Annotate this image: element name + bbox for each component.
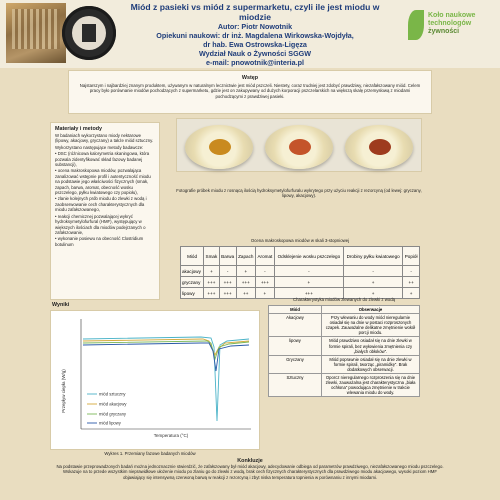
faculty-line: Wydział Nauk o Żywności SGGW bbox=[198, 49, 312, 58]
table-header-row bbox=[181, 247, 420, 266]
abstract-box bbox=[68, 70, 432, 114]
legend-label: miód sztuczny bbox=[99, 391, 126, 397]
table2-caption: Charakterystyka miodów zlewanych do zlewki z wodą bbox=[293, 297, 395, 302]
table-cell: + bbox=[236, 266, 255, 277]
title-block bbox=[120, 2, 390, 67]
legend-label: miód gryczany bbox=[99, 411, 126, 417]
methods-paragraph: • reakcji chemicznej pozwalającej wykryć hydroksymetylofurfural (HMF), występujący w większych ilościach dla miodów podejrzanych o zafałszowanie, bbox=[55, 213, 146, 235]
poster-title: Miód z pasieki vs miód z supermarketu, czyli ile jest miodu w miodzie bbox=[130, 2, 380, 22]
logo-text-3: żywności bbox=[428, 28, 460, 35]
logo-text-2: technologów bbox=[428, 20, 472, 27]
photo-caption: Fotografie próbek miodu z rosnącą ilością hydroksymetylofurfuralu wykrytego przy użyciu reakcji z rezorcyną (od lewej: gryczany, lipowy, akacjowy). bbox=[176, 188, 422, 199]
table-cell: lipowy bbox=[269, 337, 322, 355]
table-cell: +++ bbox=[204, 277, 220, 288]
table-header: Popiół bbox=[403, 247, 420, 266]
table-header: Obserwacje bbox=[322, 306, 420, 314]
table-cell: + bbox=[344, 288, 403, 299]
abstract-heading: Wstęp bbox=[241, 75, 259, 81]
chart-caption: Wykres 1. Przemiany fazowe badanych miodów bbox=[104, 451, 196, 456]
legend-label: miód lipowy bbox=[99, 420, 121, 426]
table-row bbox=[269, 337, 420, 355]
abstract-text: Najstarszym i najbardziej znanym produktem, używanym w naturalnym lecznictwie jest miód pszczeli. Niestety, coraz trudniej jest zdobyć prawdziwy, niezafałszowany miód. Celem pracy było porównanie miodów pochodzących z supermarketu, gdzie jest on zakupywany od dużych korporacji pszczelarskich na większą skalę przemysłową z miodami pochodzącymi z prawdziwej pasieki. bbox=[79, 83, 421, 99]
table-header: Zapach bbox=[236, 247, 255, 266]
methods-paragraph: • DSC (różnicowa kalorymetria skaningowa, która pozwala zidentyfikować skład fazowy badanej substancji), bbox=[55, 151, 150, 168]
table-header: Miód bbox=[181, 247, 204, 266]
results-heading: Wyniki bbox=[52, 302, 70, 308]
table-row bbox=[269, 314, 420, 337]
logo-text-1: Koło naukowe bbox=[428, 12, 476, 19]
header bbox=[0, 0, 500, 68]
table-header: Barwa bbox=[219, 247, 236, 266]
table-row bbox=[181, 266, 420, 277]
table-cell: +++ bbox=[274, 288, 343, 299]
water-test-table bbox=[268, 305, 420, 397]
table-header: Aromat bbox=[255, 247, 274, 266]
table-cell: Miód poprawnie osiadał się na dnie zlewki w formie spirali, tworząc „piramidkę”. Brak dodatkowych obserwacji. bbox=[322, 355, 420, 373]
leaf-icon bbox=[408, 10, 424, 40]
table-header: Drobiny pyłku kwiatowego bbox=[344, 247, 403, 266]
table-cell: Przy wlewaniu do wody miód nieregularnie osiadał się na dnie w postaci rozproszonych czapek. Zauważalne delikatne zmętnienie wokół porcji miodu. bbox=[322, 314, 420, 337]
email-line: e-mail: pnowotnik@interia.pl bbox=[205, 58, 305, 67]
table-cell: - bbox=[255, 266, 274, 277]
methods-paragraph: • wykonanie posiewu na obecność Clostridium botulinum bbox=[55, 236, 144, 247]
y-axis-label: Przepływ ciepła (W/g) bbox=[61, 369, 66, 413]
table-cell: +++ bbox=[204, 288, 220, 299]
methods-heading: Materiały i metody bbox=[55, 126, 103, 132]
table-cell: Sztuczny bbox=[269, 374, 322, 397]
table-cell: +++ bbox=[219, 288, 236, 299]
methods-paragraph: • ocena makroskopowa miodów, pozwalająca zanalizować wstępnie profil i autentyczność miodu na podstawie jego właściwości fizycznych (smak, zapach, barwa, aromat, obecność wosku pszczelego, pyłku kwiatowego czy popiołu), bbox=[55, 168, 151, 196]
table-cell: Akacjowy bbox=[269, 314, 322, 337]
table-cell: + bbox=[403, 288, 420, 299]
table-row bbox=[269, 355, 420, 373]
conclusions-heading: Konkluzje bbox=[237, 458, 263, 464]
table-row bbox=[181, 277, 420, 288]
table-cell: ++ bbox=[403, 277, 420, 288]
building-photo bbox=[6, 3, 66, 63]
advisor-line-2: dr hab. Ewa Ostrowska-Ligęza bbox=[203, 40, 307, 49]
petri-dish-linden bbox=[265, 125, 333, 169]
table-cell: - bbox=[274, 266, 343, 277]
petri-dish-buckwheat bbox=[185, 125, 253, 169]
table-cell: - bbox=[403, 266, 420, 277]
dsc-chart bbox=[51, 311, 259, 449]
table-cell: akacjowy bbox=[181, 266, 204, 277]
table-cell: + bbox=[204, 266, 220, 277]
macroscopic-table bbox=[180, 246, 420, 299]
table-cell: Gryczany bbox=[269, 355, 322, 373]
club-logo bbox=[408, 8, 494, 48]
table-cell: +++ bbox=[255, 277, 274, 288]
x-axis-label: Temperatura (°C) bbox=[153, 433, 189, 438]
table-cell: lipowy bbox=[181, 288, 204, 299]
legend-label: miód akacjowy bbox=[99, 401, 127, 407]
table-cell: - bbox=[344, 266, 403, 277]
table-cell: Oporcz nieregularnego rozproszenia się na dnie zlewki, zauważalna jest charakterystyczna „biała ochłona” powodująca zmętnienie w trakcie wlewania miodu do wody. bbox=[322, 374, 420, 397]
table-cell: +++ bbox=[219, 277, 236, 288]
author-line: Autor: Piotr Nowotnik bbox=[217, 22, 293, 31]
conclusions-section bbox=[56, 458, 444, 480]
table-cell: Miód prawdziwo osiadał się na dnie zlewki w formie spirali, bez wyłowienia zmętnienia czy „białych obłoków”. bbox=[322, 337, 420, 355]
methods-paragraph: • zlanie kolejnych prób miodu do zlewki z wodą i zaobserwowanie cech charakterystycznych dla miodu zafałszowanego, bbox=[55, 196, 147, 213]
petri-photos bbox=[176, 118, 422, 172]
series-line bbox=[83, 343, 249, 371]
table1-caption: Ocena makroskopowa miodów w skali 3-stopniowej bbox=[250, 238, 350, 243]
conclusions-text: Na podstawie przeprowadzonych badań można jednoznacznie stwierdzić, że zafałszowany był miód akacjowy, adecydowanie odbiega od parametrów prawdziwego, niezafałszowanego miodu pszczelego. Wskazuje na to przede wszystkim nieprawidłowe ułożenie miodu po zlaniu go do zlewki z wodą, brak cech fizycznych charakterystycznych dla prawdziwego miodu akacjowego, wysoki poziom HMF objawiający się intensywną czerwoną barwą w reakcji z rezorcyną i zbyt niska temperatura topnienia w porównaniu z innymi miodami. bbox=[56, 464, 444, 480]
university-seal bbox=[62, 6, 116, 60]
table-cell: - bbox=[219, 266, 236, 277]
honey-sample bbox=[209, 139, 231, 155]
table-row bbox=[269, 374, 420, 397]
table-cell: gryczany bbox=[181, 277, 204, 288]
table-cell: +++ bbox=[236, 277, 255, 288]
table-cell: + bbox=[344, 277, 403, 288]
methods-paragraph: Wykorzystano następujące metody badawcze: bbox=[55, 144, 144, 150]
methods-paragraph: W badaniach wykorzystano miody nektarowe (lipowy, akacjowy, gryczany) a także miód sztuczny. bbox=[55, 133, 154, 144]
table-header-row bbox=[269, 306, 420, 314]
advisor-line-1: Opiekuni naukowi: dr inż. Magdalena Wirkowska-Wojdyła, bbox=[156, 31, 354, 40]
table-header: Smak bbox=[204, 247, 220, 266]
table-cell: + bbox=[255, 288, 274, 299]
table-cell: ++ bbox=[236, 288, 255, 299]
methods-box bbox=[50, 122, 160, 300]
table-header: Odsklejenie wosku pszczelego bbox=[274, 247, 343, 266]
series-line bbox=[83, 337, 249, 421]
honey-sample bbox=[369, 139, 391, 155]
table-cell: + bbox=[274, 277, 343, 288]
dsc-chart-box bbox=[50, 310, 260, 450]
honey-sample bbox=[289, 139, 311, 155]
table-header: Miód bbox=[269, 306, 322, 314]
petri-dish-acacia bbox=[345, 125, 413, 169]
